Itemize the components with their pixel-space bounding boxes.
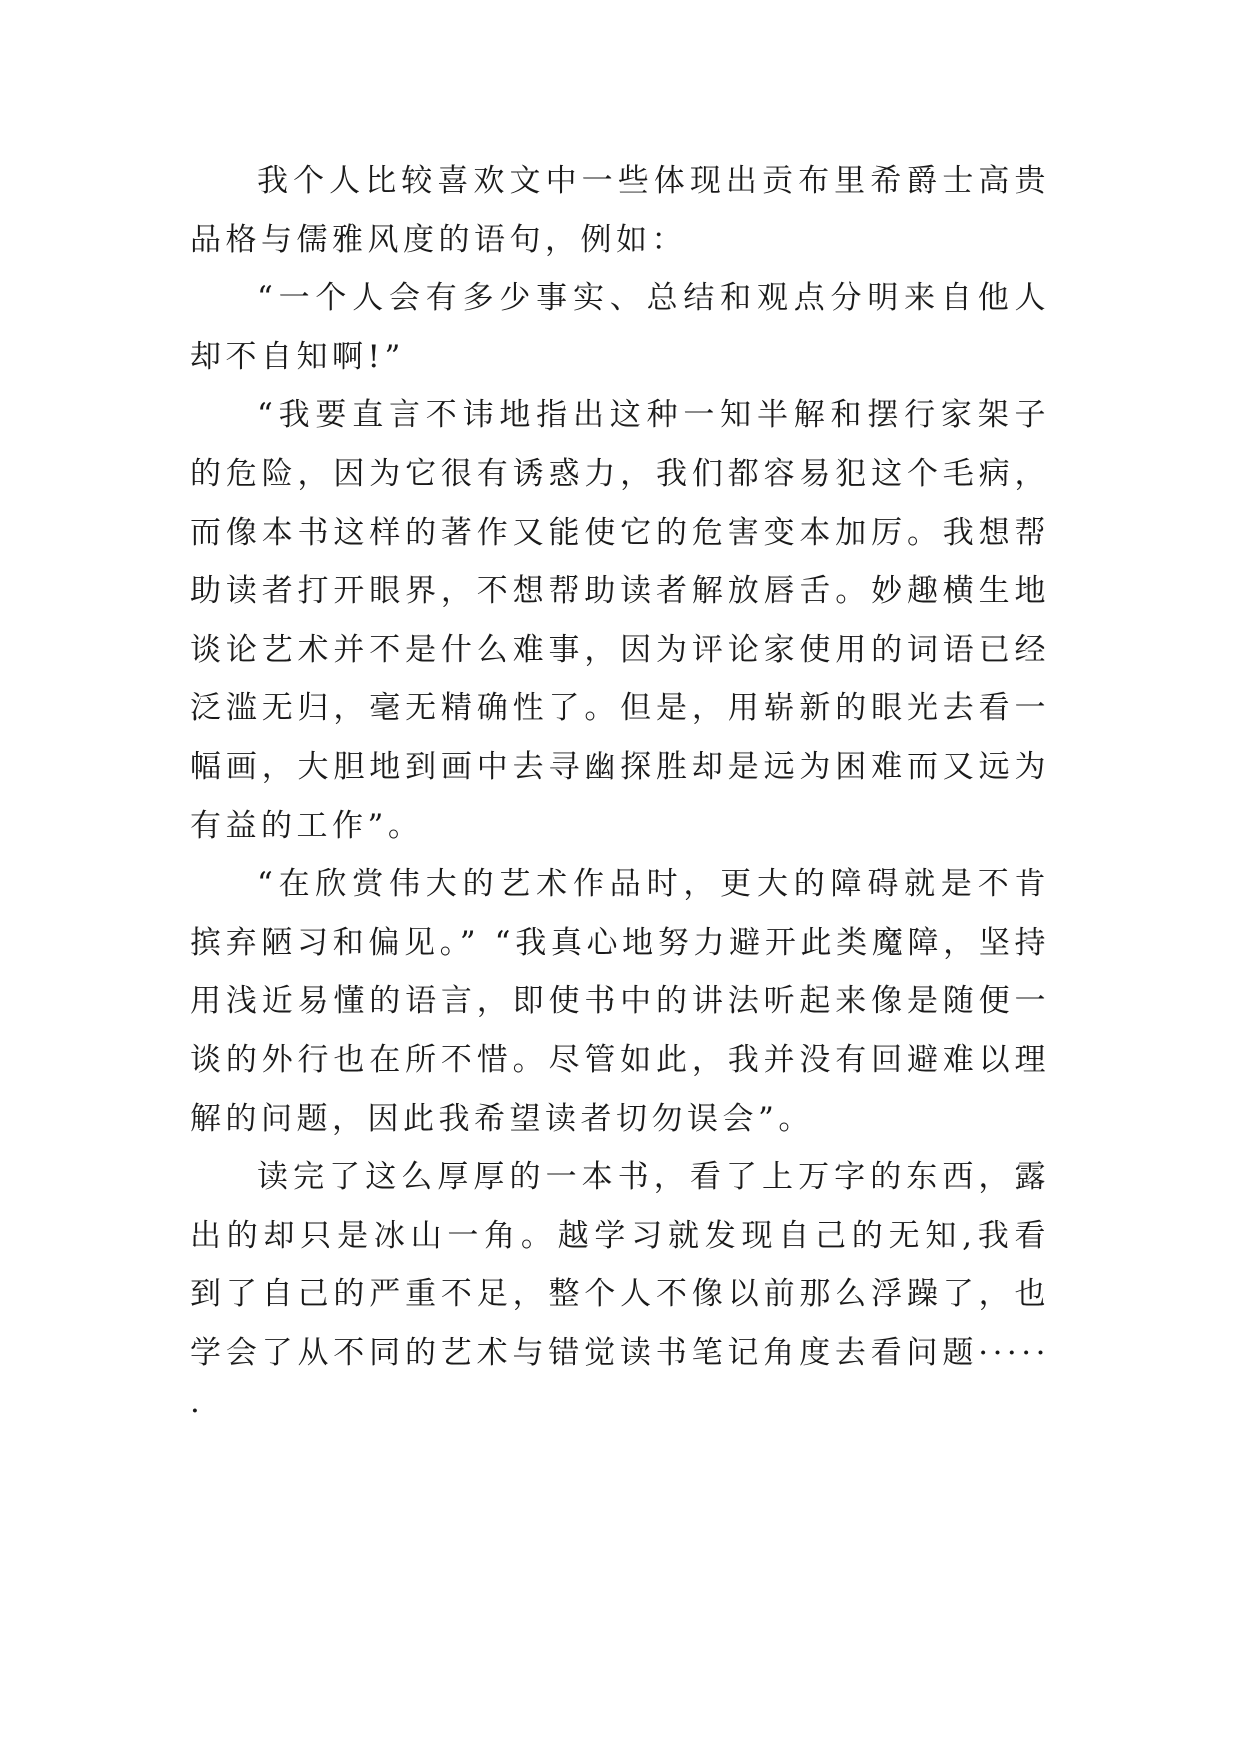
paragraph-quote-1: “一个人会有多少事实、总结和观点分明来自他人却不自知啊!” xyxy=(190,280,1050,375)
paragraph-conclusion: 读完了这么厚厚的一本书，看了上万字的东西，露出的却只是冰山一角。越学习就发现自己的无知,我看到了自己的严重不足，整个人不像以前那么浮躁了，也学会了从不同的艺术与错觉读书笔记角度去看问题······ xyxy=(190,1159,1050,1430)
paragraph-quote-3: “在欣赏伟大的艺术作品时，更大的障碍就是不肯摈弃陋习和偏见。” “我真心地努力避开此类魔障，坚持用浅近易懂的语言，即使书中的讲法听起来像是随便一谈的外行也在所不惜。尽管如此，我并没有回避难以理解的问题，因此我希望读者切勿误会”。 xyxy=(190,866,1050,1137)
paragraph-intro: 我个人比较喜欢文中一些体现出贡布里希爵士高贵品格与儒雅风度的语句，例如： xyxy=(190,163,1050,258)
document-body xyxy=(190,152,1050,1441)
paragraph-quote-2: “我要直言不讳地指出这种一知半解和摆行家架子的危险，因为它很有诱惑力，我们都容易犯这个毛病，而像本书这样的著作又能使它的危害变本加厉。我想帮助读者打开眼界，不想帮助读者解放唇舌。妙趣横生地谈论艺术并不是什么难事，因为评论家使用的词语已经泛滥无归，毫无精确性了。但是，用崭新的眼光去看一幅画，大胆地到画中去寻幽探胜却是远为困难而又远为有益的工作”。 xyxy=(190,397,1050,844)
